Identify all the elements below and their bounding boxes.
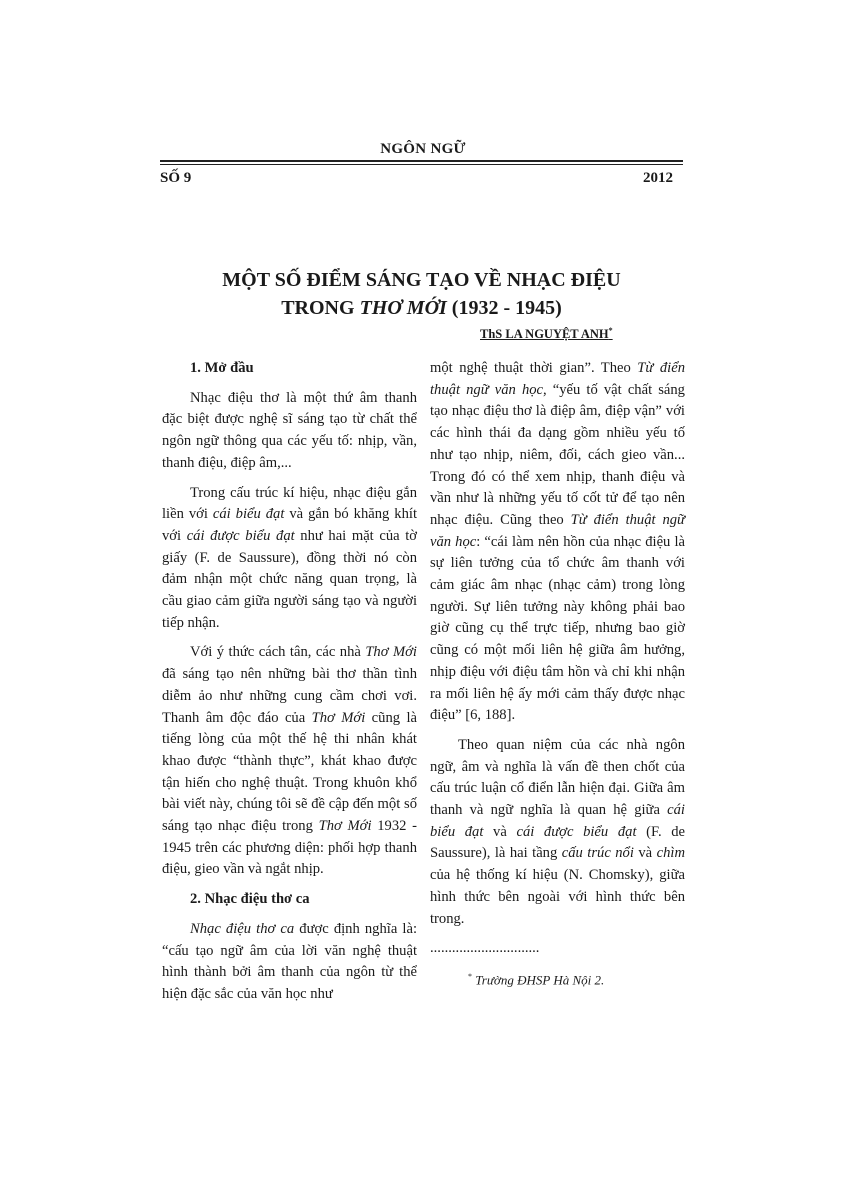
title-line-1: MỘT SỐ ĐIỂM SÁNG TẠO VỀ NHẠC ĐIỆU	[222, 269, 621, 291]
paragraph: Nhạc điệu thơ là một thứ âm thanh đặc biệt được nghệ sĩ sáng tạo từ chất thể ngôn ngữ thông qua các yếu tố: nhịp, vần, thanh điệu, điệp âm,...	[162, 389, 417, 471]
paragraph: Trong cấu trúc kí hiệu, nhạc điệu gắn liền với cái biểu đạt và gắn bó khăng khít với cái được biểu đạt như hai mặt của tờ giấy (F. de Saussure), đồng thời nó còn đảm nhận một chức năng quan trọng, là cầu giao cảm giữa người sáng tạo và người tiếp nhận.	[162, 484, 418, 631]
section-heading-1: 1. Mở đầu	[190, 360, 254, 376]
header-rule-thin	[160, 164, 683, 165]
paragraph: Nhạc điệu thơ ca được định nghĩa là: “cấu tạo ngữ âm của lời văn nghệ thuật hình thành bởi âm thanh của ngôn từ thể hiện đặc sắc của văn học như	[162, 920, 417, 1002]
issue-number: SỐ 9	[160, 170, 192, 186]
right-column	[430, 358, 685, 991]
article-title	[160, 266, 683, 322]
paragraph: Với ý thức cách tân, các nhà Thơ Mới đã sáng tạo nên những bài thơ thần tình diễm ảo như những cung cầm chơi vơi. Thanh âm độc đáo của Thơ Mới cũng là tiếng lòng của một thế hệ thi nhân khát khao được “thành thực”, khát khao được tận hiến cho nghệ thuật. Trong khuôn khổ bài viết này, chúng tôi sẽ đề cập đến một số sáng tạo nhạc điệu trong Thơ Mới 1932 - 1945 trên các phương diện: phối hợp thanh điệu, gieo vần và ngắt nhịp.	[162, 644, 417, 878]
section-heading-2: 2. Nhạc điệu thơ ca	[190, 891, 310, 908]
paragraph: một nghệ thuật thời gian”. Theo Từ điển thuật ngữ văn học, “yếu tố vật chất sáng tạo nhạc điệu thơ là điệp âm, điệp vận” với các hình thái đa dạng gồm nhiều yếu tố như tạo nhịp, niêm, đối, cách gieo vần... Trong đó có thể xem nhịp, thanh điệu và vần như là những yếu tố cốt tử để tạo nên nhạc điệu. Cũng theo Từ điển thuật ngữ văn học: “cái làm nên hồn của nhạc điệu là sự liên tưởng của tổ chức âm thanh với cảm giác âm nhạc (nhạc cảm) trong lòng người. Sự liên tưởng này không phải bao giờ cũng cụ thể trực tiếp, nhưng bao giờ cũng có một mối liên hệ giữa âm hưởng, nhịp điệu với điệu tâm hồn và chỉ khi nhận ra mối liên hệ ấy mới cảm thấy được nhạc điệu” [6, 188].	[430, 360, 686, 724]
author-byline: ThS LA NGUYỆT ANH*	[480, 326, 613, 342]
left-column	[162, 358, 417, 1014]
title-line-2: TRONG THƠ MỚI (1932 - 1945)	[281, 297, 562, 319]
footnote-separator: ..............................	[430, 940, 540, 957]
issue-year: 2012	[643, 170, 673, 186]
header-rule-thick	[160, 160, 683, 162]
footnote: * Trường ĐHSP Hà Nội 2.	[468, 971, 605, 988]
paragraph: Theo quan niệm của các nhà ngôn ngữ, âm và nghĩa là vấn đề then chốt của cấu trúc luận cổ điển lẫn hiện đại. Giữa âm thanh và ngữ nghĩa là quan hệ giữa cái biểu đạt và cái được biểu đạt (F. de Saussure), là hai tầng cấu trúc nổi và chìm của hệ thống kí hiệu (N. Chomsky), giữa hình thức bên ngoài với hình thức bên trong.	[430, 736, 686, 927]
journal-name: NGÔN NGỮ	[380, 141, 466, 157]
